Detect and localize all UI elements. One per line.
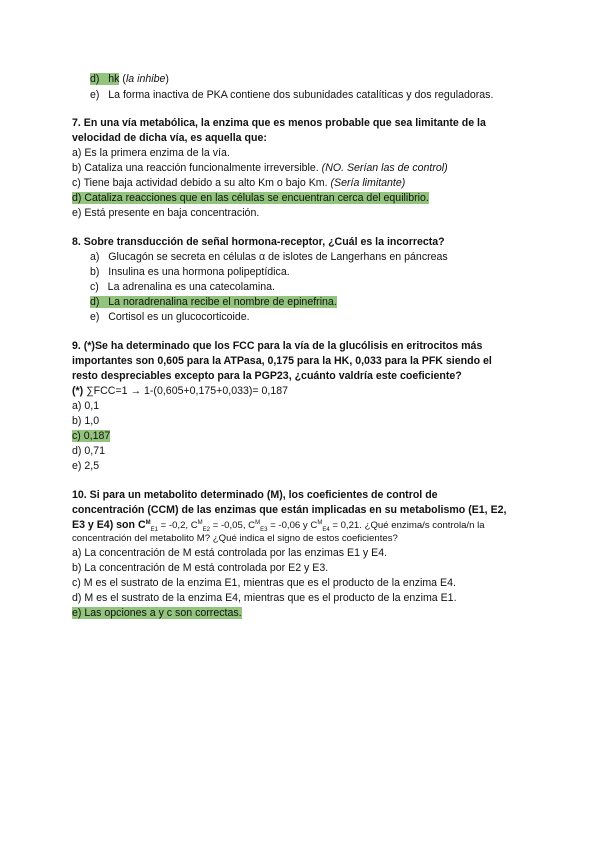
q7-option-a: a) Es la primera enzima de la vía. <box>72 147 230 159</box>
q10-coef-1-value: = -0,2, <box>157 520 191 531</box>
q9-formula-text: ∑FCC=1 → 1-(0,605+0,175+0,033)= 0,187 <box>83 385 289 397</box>
q10-coef-4-value: = 0,21. ¿Qué enzima/s controla/n la <box>329 520 485 531</box>
q10-coef-3-sup: M <box>255 519 261 526</box>
q10-coef-4-sub: E4 <box>322 526 330 533</box>
q10-coef-4-c: C <box>310 520 318 531</box>
q7-option-c-note: (Sería limitante) <box>330 177 406 189</box>
q10-title-line-2: concentración (CCM) de las enzimas que están implicadas en su metabolismo (E1, E2, <box>72 504 507 516</box>
q8-option-e-text: Cortisol es un glucocorticoide. <box>108 311 250 323</box>
q9-option-e: e) 2,5 <box>72 460 100 472</box>
q9-option-c-text: c) 0,187 <box>72 430 111 442</box>
q10-option-e-text: e) Las opciones a y c son correctas. <box>72 607 242 619</box>
q6-option-d-letter: d) <box>90 73 100 85</box>
q7-title-line-2: velocidad de dicha vía, es aquella que: <box>72 132 267 144</box>
q10-title-line-4: concentración del metabolito M? ¿Qué indica el signo de estos coeficientes? <box>72 533 398 544</box>
q9-option-a: a) 0,1 <box>72 400 100 412</box>
q7-option-c <box>72 176 405 190</box>
q6-option-d-text: hk <box>108 73 120 85</box>
q8-option-c <box>90 280 275 294</box>
q8-option-a-letter: a) <box>90 251 100 263</box>
q8-option-b-text: Insulina es una hormona polipeptídica. <box>108 266 290 278</box>
q10-coef-1-sup: M <box>145 519 151 526</box>
q9-option-c <box>72 429 110 443</box>
q7-option-b <box>72 161 448 175</box>
q9-title-line-3: resto despreciables excepto para la PGP23, ¿cuánto valdría este coeficiente? <box>72 370 462 382</box>
q9-option-b: b) 1,0 <box>72 415 100 427</box>
q8-option-e-letter: e) <box>90 311 100 323</box>
q8-option-c-text: La adrenalina es una catecolamina. <box>107 281 275 293</box>
q7-option-b-text: b) Cataliza una reacción funcionalmente irreversible. <box>72 162 322 174</box>
q8-option-b-letter: b) <box>90 266 100 278</box>
q8-option-d-text: La noradrenalina recibe el nombre de epinefrina. <box>108 296 337 308</box>
q10-coef-4-sup: M <box>317 519 323 526</box>
q10-option-c: c) M es el sustrato de la enzima E1, mientras que es el producto de la enzima E4. <box>72 577 456 589</box>
q6-option-e-letter: e) <box>90 89 100 101</box>
q8-option-c-letter: c) <box>90 281 99 293</box>
q10-coef-2-sub: E2 <box>202 526 211 533</box>
q10-coef-3-c: C <box>248 520 256 531</box>
q7-option-e: e) Está presente en baja concentración. <box>72 207 260 219</box>
q7-option-d <box>72 191 429 205</box>
q10-option-d: d) M es el sustrato de la enzima E4, mientras que es el producto de la enzima E1. <box>72 592 457 604</box>
q10-option-e <box>72 606 242 620</box>
q6-option-d-paren-close: ) <box>165 73 169 85</box>
q6-option-d-paren-open: ( <box>119 73 126 85</box>
q8-option-e <box>90 310 250 324</box>
q10-coef-3-value: = -0,06 y <box>267 520 311 531</box>
q8-option-d <box>90 295 337 309</box>
q10-coef-1-sub: E1 <box>150 526 158 533</box>
q8-option-d-letter: d) <box>90 296 100 308</box>
q7-option-b-note: (NO. Serían las de control) <box>321 162 448 174</box>
q9-title-line-2: importantes son 0,605 para la ATPasa, 0,175 para la HK, 0,033 para la PFK siendo el <box>72 355 492 367</box>
q10-coef-3-sub: E3 <box>260 526 268 533</box>
q7-option-d-text: d) Cataliza reacciones que en las células se encuentran cerca del equilibrio. <box>72 192 429 204</box>
q10-option-b: b) La concentración de M está controlada por E2 y E3. <box>72 562 329 574</box>
q10-coef-2-sup: M <box>197 519 203 526</box>
q9-option-d: d) 0,71 <box>72 445 105 457</box>
q8-option-a <box>90 250 448 264</box>
q9-title-line-1: 9. (*)Se ha determinado que los FCC para la vía de la glucólisis en eritrocitos más <box>72 340 483 352</box>
q9-formula <box>72 384 288 398</box>
q6-option-d <box>90 72 169 86</box>
q6-option-e-text: La forma inactiva de PKA contiene dos subunidades catalíticas y dos reguladoras. <box>108 89 494 101</box>
q8-option-b <box>90 265 290 279</box>
q10-title-line-3-bold: E3 y E4) son C <box>72 519 146 531</box>
q7-title-line-1: 7. En una vía metabólica, la enzima que es menos probable que sea limitante de la <box>72 117 486 129</box>
q7-option-c-text: c) Tiene baja actividad debido a su alto Km o bajo Km. <box>72 177 331 189</box>
q8-option-a-text: Glucagón se secreta en células α de islotes de Langerhans en páncreas <box>108 251 448 263</box>
q10-coef-2-c: C <box>190 520 198 531</box>
q9-formula-star: (*) <box>72 385 84 397</box>
q10-title-line-3 <box>72 518 485 533</box>
q8-title: 8. Sobre transducción de señal hormona-receptor, ¿Cuál es la incorrecta? <box>72 236 445 248</box>
q10-coef-2-value: = -0,05, <box>210 520 249 531</box>
q10-option-a: a) La concentración de M está controlada por las enzimas E1 y E4. <box>72 547 388 559</box>
q6-option-e <box>90 88 493 102</box>
q10-title-line-1: 10. Si para un metabolito determinado (M), los coeficientes de control de <box>72 489 438 501</box>
q6-option-d-note: la inhibe <box>125 73 166 85</box>
